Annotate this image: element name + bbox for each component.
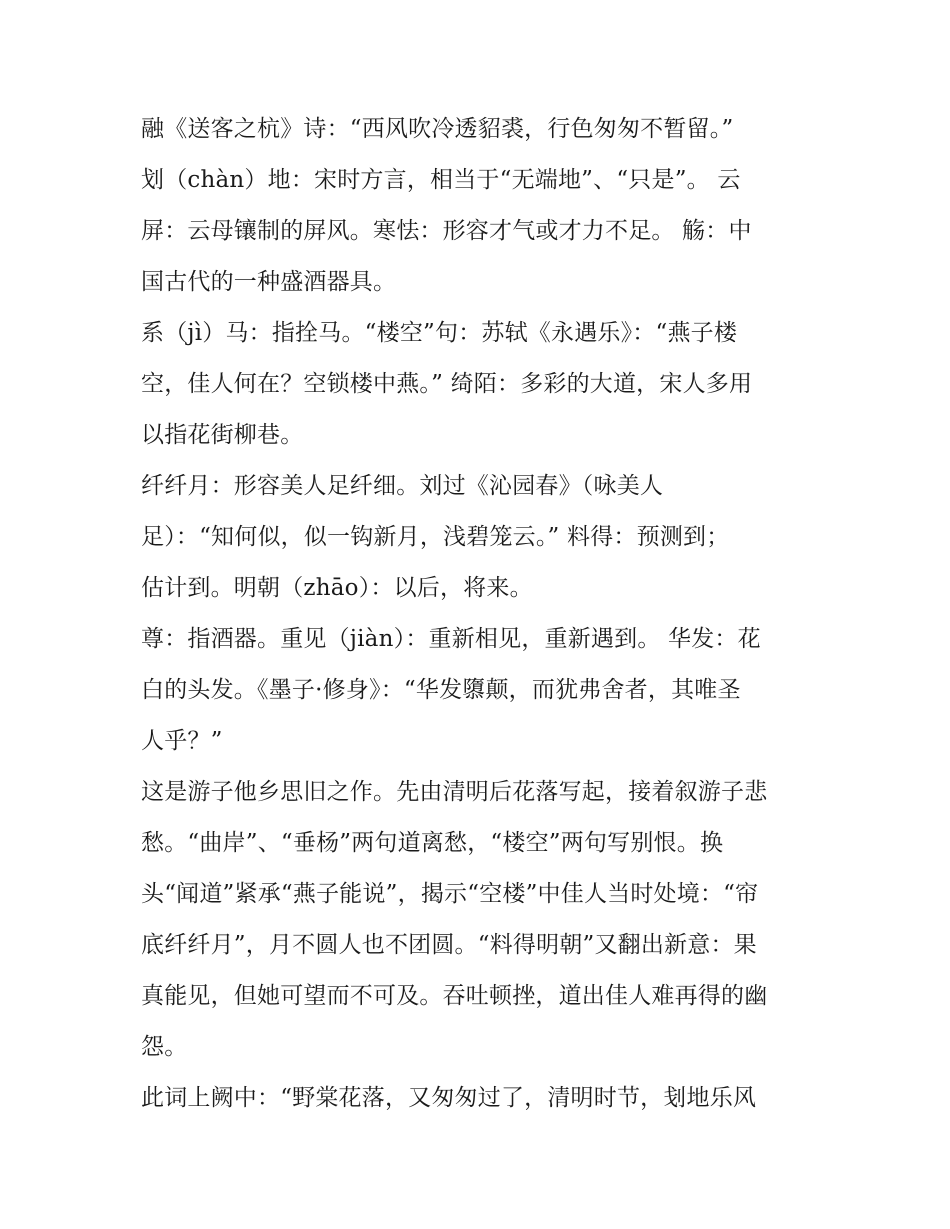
text-line: 国古代的一种盛酒器具。	[141, 269, 397, 295]
text-line: 人乎？”	[141, 728, 223, 754]
text-line: 划（chàn）地：宋时方言，相当于“无端地”、“只是”。 云	[141, 167, 741, 193]
text-line: 以指花街柳巷。	[141, 422, 304, 448]
text-line: 愁。“曲岸”、“垂杨”两句道离愁，“楼空”两句写别恨。换	[141, 830, 724, 856]
text-line: 融《送客之杭》诗：“西风吹冷透貂裘，行色匆匆不暂留。”	[141, 116, 734, 142]
text-line: 怨。	[141, 1034, 188, 1060]
text-line: 纤纤月：形容美人足纤细。刘过《沁园春》（咏美人	[141, 473, 664, 499]
text-line: 这是游子他乡思旧之作。先由清明后花落写起，接着叙游子悲	[141, 779, 768, 805]
text-line: 空，佳人何在？空锁楼中燕。” 绮陌：多彩的大道，宋人多用	[141, 371, 753, 397]
text-line: 系（jì）马：指拴马。“楼空”句：苏轼《永遇乐》：“燕子楼	[141, 320, 738, 346]
text-line: 底纤纤月”，月不圆人也不团圆。“料得明朝”又翻出新意：果	[141, 932, 757, 958]
text-line: 白的头发。《墨子·修身》：“华发隳颠，而犹弗舍者，其唯圣	[141, 677, 741, 703]
body-text	[141, 104, 831, 1124]
text-line: 此词上阙中：“野棠花落，又匆匆过了，清明时节，刬地乐风	[141, 1085, 757, 1111]
text-line: 尊：指酒器。重见（jiàn）：重新相见，重新遇到。 华发：花	[141, 626, 761, 652]
text-line: 屏：云母镶制的屏风。寒怯：形容才气或才力不足。 觞：中	[141, 218, 752, 244]
text-line: 足）：“知何似，似一钩新月，浅碧笼云。” 料得：预测到；	[141, 524, 730, 550]
text-line: 真能见，但她可望而不可及。吞吐顿挫，道出佳人难再得的幽	[141, 983, 768, 1009]
text-line: 估计到。明朝（zhāo）：以后，将来。	[141, 575, 533, 601]
text-line: 头“闻道”紧承“燕子能说”，揭示“空楼”中佳人当时处境：“帘	[141, 881, 759, 907]
